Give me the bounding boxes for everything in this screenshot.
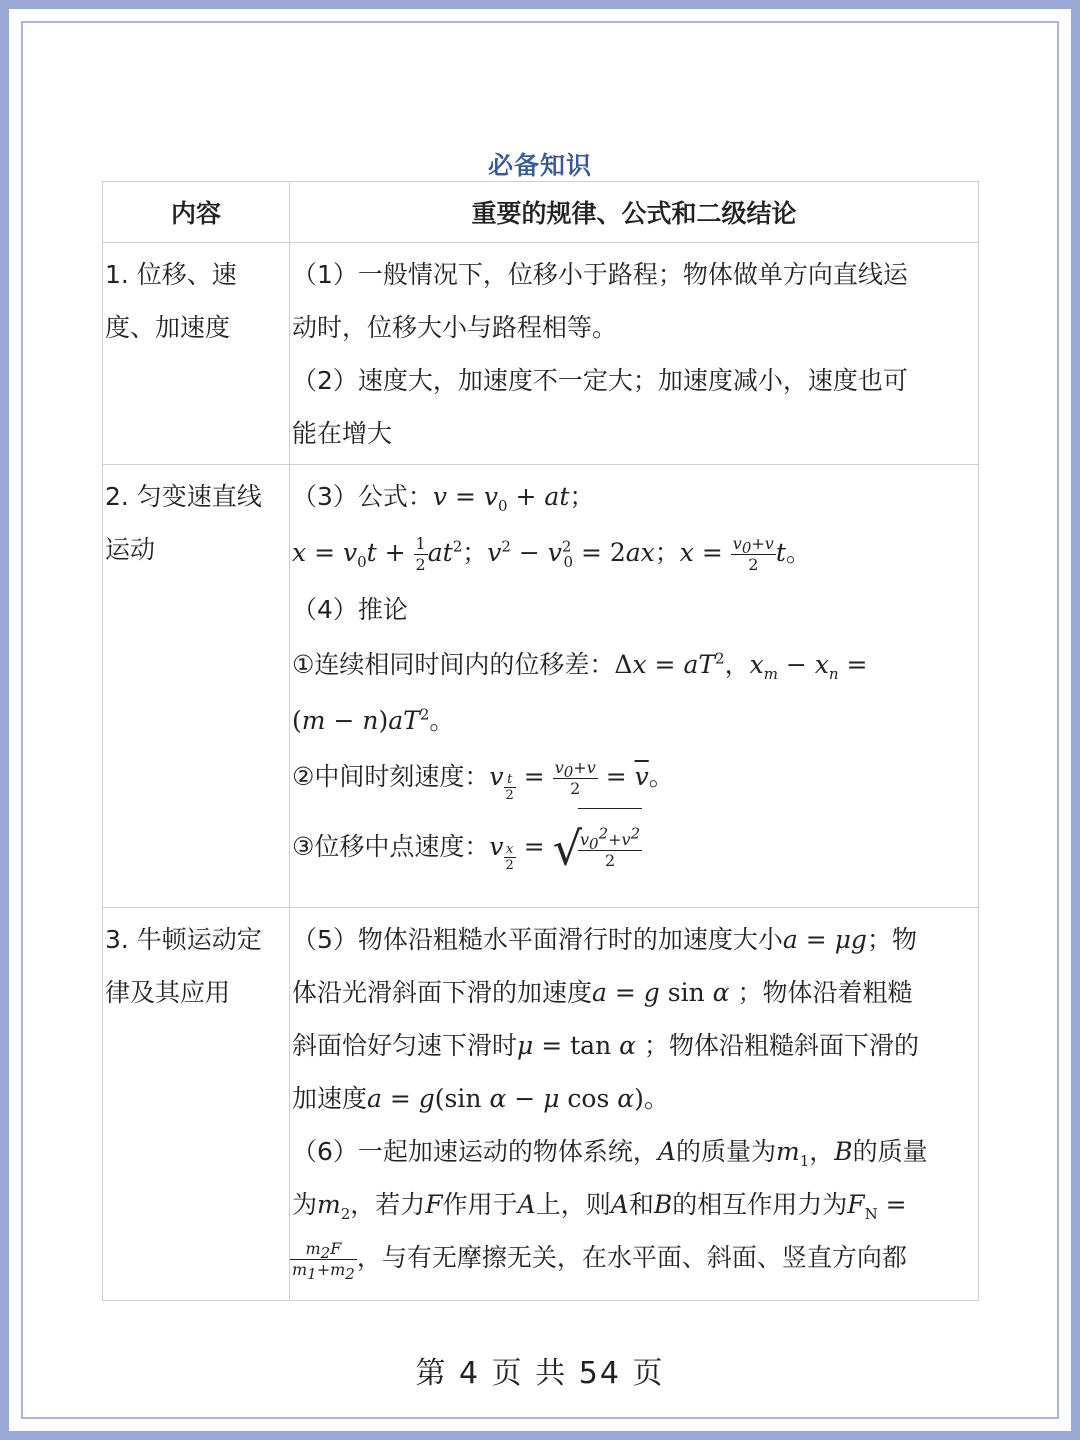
row-category [103,465,290,908]
formula-line: $\frac{m_2F}{m_1+m_2}$ ，与有无摩擦无关，在水平面、斜面、竖直方向都 [292,1238,907,1283]
section-title: 必备知识 [487,151,592,180]
table-row [103,465,979,908]
paragraph-text: 作用于 [442,1190,518,1219]
category-text: 1. 位移、速 [105,260,237,289]
formula-line: 加速度a = g(sin α − μ cos α)。 [292,1084,669,1113]
row-content [290,465,979,908]
paragraph-text: ①连续相同时间内的位移差： [292,650,615,679]
row-category [103,243,290,465]
table-row [103,243,979,465]
knowledge-table [102,181,979,1301]
row-category [103,908,290,1301]
formula-line: 体沿光滑斜面下滑的加速度a = g sin α ；物体沿着粗糙 [292,978,913,1007]
category-text: 度、加速度 [105,313,231,342]
paragraph-text: ，若力 [350,1190,426,1219]
paragraph-line: （2）速度大，加速度不一定大；加速度减小，速度也可 [292,366,908,395]
formula-line: $x = v_0t$ + $\frac{1}{2}$ $at^2$；$v^2 - v^2_0 = 2ax$；x = $\frac{v_0+v}{2}$ t。 [292,533,811,574]
paragraph-text: ；物 [866,925,917,954]
formula-line: 为$m_2$，若力F作用于A上，则A和B的相互作用力为$F_N$ = [292,1190,907,1223]
paragraph-line: 动时，位移大小与路程相等。 [292,313,618,342]
formula-line: （5）物体沿粗糙水平面滑行时的加速度大小a = μg；物 [292,925,917,954]
formula-line: ③位移中点速度：v $\frac{x}{2}$ = √ $\frac{v_0^2+v^2}{2}$ [292,807,974,889]
table-header-row [103,182,979,243]
paragraph-text: 的质量为 [675,1137,776,1166]
paragraph-text: 和 [628,1190,654,1219]
paragraph-line: 能在增大 [292,419,393,448]
header-content: 内容 [103,182,290,243]
paragraph-text: ②中间时刻速度： [292,762,490,791]
formula-line: ①连续相同时间内的位移差：$\Delta x = aT^2$，$x_m - x_n$ = [292,649,868,683]
formula-line: 斜面恰好匀速下滑时μ = tan α ；物体沿粗糙斜面下滑的 [292,1031,919,1060]
paragraph-text: ；物体沿着粗糙 [729,978,913,1007]
formula-line: （6）一起加速运动的物体系统，A的质量为$m_1$，B的质量 [292,1137,928,1170]
row-content [290,243,979,465]
header-rules: 重要的规律、公式和二级结论 [290,182,979,243]
paragraph-text: ， [809,1137,835,1166]
paragraph-text: （6）一起加速运动的物体系统， [292,1137,658,1166]
category-text: 律及其应用 [105,978,231,1007]
paragraph-text: （5）物体沿粗糙水平面滑行时的加速度大小 [292,925,783,954]
paragraph-line: （4）推论 [292,595,408,624]
paragraph-text: （3）公式： [292,482,433,511]
paragraph-text: ，与有无摩擦无关，在水平面、斜面、竖直方向都 [356,1243,907,1272]
paragraph-text: 为 [292,1190,318,1219]
paragraph-text: 上，则 [535,1190,611,1219]
paragraph-text: 斜面恰好匀速下滑时 [292,1031,518,1060]
paragraph-line: （1）一般情况下，位移小于路程；物体做单方向直线运 [292,260,908,289]
paragraph-text: 的相互作用力为 [672,1190,848,1219]
formula-line: （3）公式：$v = v_0$ + at； [292,482,595,515]
category-text: 3. 牛顿运动定 [105,925,262,954]
category-text: 运动 [105,535,156,564]
paragraph-text: 的质量 [852,1137,928,1166]
page-footer: 第 4 页 共 54 页 [415,1356,665,1391]
formula-line: $(m - n)aT^2$。 [292,705,455,735]
table-row [103,908,979,1301]
paragraph-text: ；物体沿粗糙斜面下滑的 [636,1031,919,1060]
category-text: 2. 匀变速直线 [105,482,262,511]
paragraph-text: 。 [643,1084,669,1113]
paragraph-text: 加速度 [292,1084,368,1113]
paragraph-text: 体沿光滑斜面下滑的加速度 [292,978,593,1007]
row-content [290,908,979,1301]
formula-line: ②中间时刻速度：v $\frac{t}{2}$ = $\frac{v_0+v}{2}$ = $\overline{v}$。 [292,757,674,803]
paragraph-text: ③位移中点速度： [292,832,490,861]
